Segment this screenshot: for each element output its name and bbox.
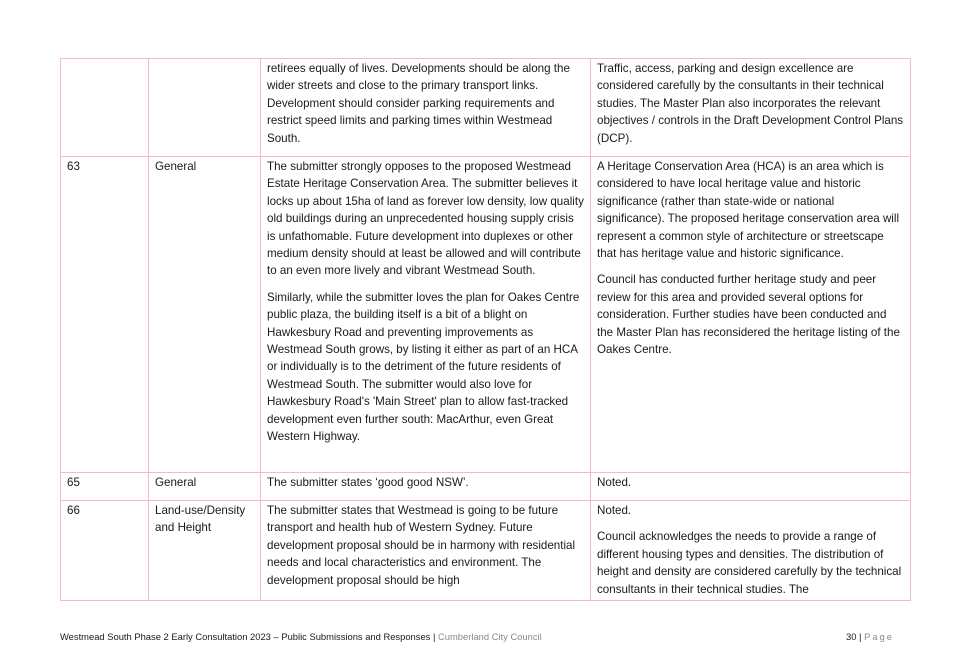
response-cell bbox=[591, 501, 911, 601]
category-cell: General bbox=[149, 473, 261, 501]
page-footer bbox=[60, 631, 894, 642]
footer-title: Westmead South Phase 2 Early Consultation 2023 – Public Submissions and Responses bbox=[60, 631, 431, 642]
table-row bbox=[61, 59, 911, 157]
submission-number-cell: 66 bbox=[61, 501, 149, 601]
page-number-block bbox=[846, 631, 894, 642]
table-row bbox=[61, 157, 911, 473]
submission-cell bbox=[261, 501, 591, 601]
submission-paragraph: retirees equally of lives. Developments should be along the wider streets and close to the primary transport links. Development should consider parking requirements and restrict speed limits and parking times within Westmead South. bbox=[267, 62, 570, 145]
submission-number-cell: 65 bbox=[61, 473, 149, 501]
submission-paragraph: The submitter states that Westmead is going to be future transport and health hub of Western Sydney. Future development proposal should be in harmony with residential needs and local characteristics and environment. The development proposal should be high bbox=[267, 504, 576, 587]
submission-number-cell bbox=[61, 59, 149, 157]
submissions-table bbox=[60, 58, 911, 601]
category-cell: General bbox=[149, 157, 261, 473]
footer-council-name: Cumberland City Council bbox=[438, 631, 542, 642]
submission-number-cell: 63 bbox=[61, 157, 149, 473]
response-cell bbox=[591, 157, 911, 473]
table-row bbox=[61, 501, 911, 601]
page-word: Page bbox=[864, 631, 894, 642]
category-cell: Land-use/Density and Height bbox=[149, 501, 261, 601]
response-paragraph: Traffic, access, parking and design excellence are considered carefully by the consultants in their technical studies. The Master Plan also incorporates the relevant objectives / controls in the Draft Development Control Plans (DCP). bbox=[597, 62, 904, 145]
response-paragraph: Noted. bbox=[597, 504, 632, 517]
submission-cell bbox=[261, 59, 591, 157]
page-separator: | bbox=[859, 631, 862, 642]
submission-paragraph: The submitter strongly opposes to the proposed Westmead Estate Heritage Conservation Area. The submitter believes it locks up about 15ha of land as forever low density, low quality old buildings during an unprecedented housing supply crisis is unfathomable. Future development into duplexes or other medium density should at least be allowed and will contribute to an even more lively and vibrant Westmead South. bbox=[267, 160, 584, 278]
footer-separator: | bbox=[432, 631, 436, 642]
page-number: 30 bbox=[846, 631, 857, 642]
response-cell bbox=[591, 59, 911, 157]
submission-cell bbox=[261, 473, 591, 501]
response-paragraph: Council has conducted further heritage study and peer review for this area and provided several options for consideration. Further studies have been conducted and the Master Plan has reconsidered the heritage listing of the Oakes Centre. bbox=[597, 273, 900, 357]
table-row bbox=[61, 473, 911, 501]
response-paragraph: Noted. bbox=[597, 476, 632, 489]
submission-paragraph: Similarly, while the submitter loves the plan for Oakes Centre public plaza, the building itself is a bit of a blight on Hawkesbury Road and preventing improvements as Westmead South grows, by listing it either as part of an HCA or individually is to the detriment of the future residents of Westmead South. The submitter would also love for Hawkesbury Road's 'Main Street' plan to allow fast-tracked development even further south: MacArthur, even Great Western Highway. bbox=[267, 290, 580, 444]
response-paragraph: A Heritage Conservation Area (HCA) is an area which is considered to have local heritage value and historic significance (rather than state-wide or national significance). The proposed heritage conservation area will represent a common style of architecture or streetscape that has heritage value and historic significance. bbox=[597, 160, 900, 261]
submission-paragraph: The submitter states ‘good good NSW’. bbox=[267, 476, 469, 489]
response-cell bbox=[591, 473, 911, 501]
submission-cell bbox=[261, 157, 591, 473]
response-paragraph: Council acknowledges the needs to provide a range of different housing types and densities. The distribution of height and density are considered carefully by the technical consultants in their technical studies. The bbox=[597, 530, 902, 596]
category-cell bbox=[149, 59, 261, 157]
